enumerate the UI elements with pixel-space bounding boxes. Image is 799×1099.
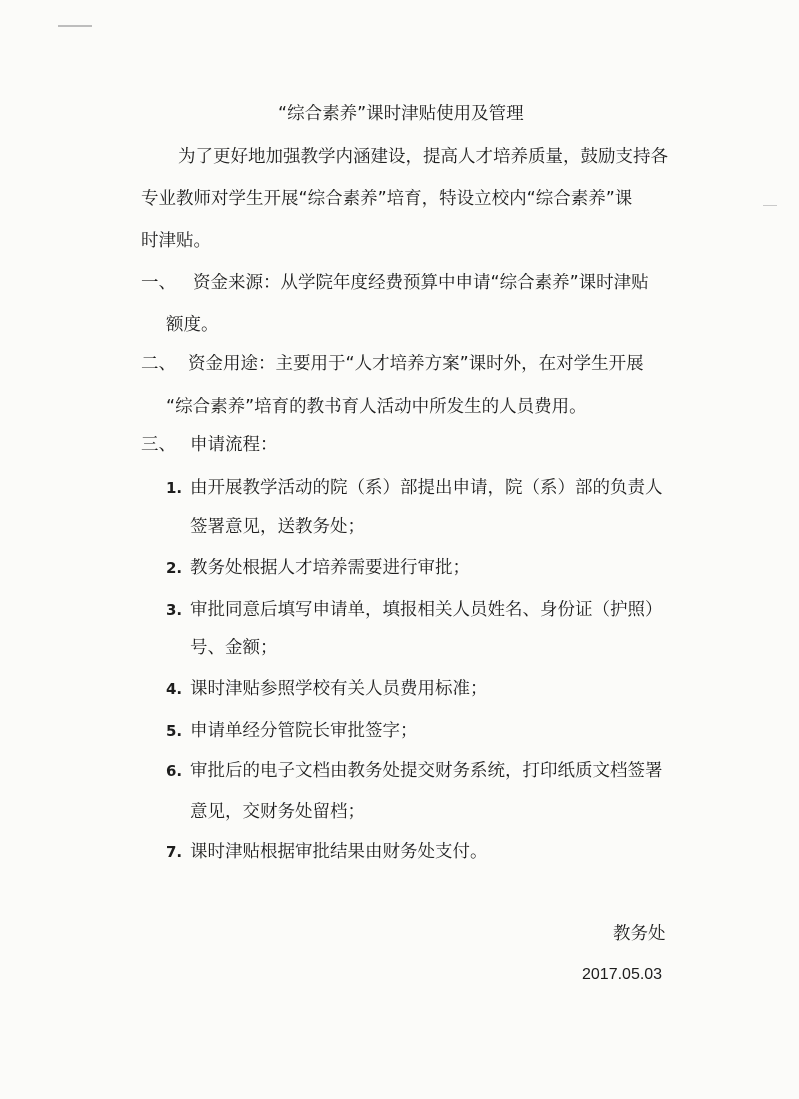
process-item-3-line-2: 号、金额； bbox=[190, 638, 278, 658]
process-item-2-line-1: 教务处根据人才培养需要进行审批； bbox=[190, 558, 470, 578]
process-item-5-number: 5. bbox=[166, 722, 183, 740]
process-item-4-line-1: 课时津贴参照学校有关人员费用标准； bbox=[190, 679, 488, 699]
section-1-number: 一、 bbox=[141, 273, 176, 293]
process-item-5-line-1: 申请单经分管院长审批签字； bbox=[190, 721, 418, 741]
intro-line-3: 时津贴。 bbox=[141, 231, 211, 251]
issuer-signature: 教务处 bbox=[613, 924, 666, 944]
process-item-7-line-1: 课时津贴根据审批结果由财务处支付。 bbox=[190, 842, 488, 862]
scan-artifact bbox=[58, 25, 92, 27]
process-item-6-line-1: 审批后的电子文档由教务处提交财务系统，打印纸质文档签署 bbox=[190, 761, 663, 781]
section-1-line-2: 额度。 bbox=[166, 315, 219, 335]
scan-artifact bbox=[763, 205, 777, 206]
process-item-1-number: 1. bbox=[166, 479, 183, 497]
intro-line-1: 为了更好地加强教学内涵建设，提高人才培养质量，鼓励支持各 bbox=[178, 147, 668, 167]
document-title: “综合素养”课时津贴使用及管理 bbox=[278, 104, 524, 124]
section-3-line-1: 申请流程： bbox=[190, 435, 278, 455]
section-2-line-1: 资金用途：主要用于“人才培养方案”课时外，在对学生开展 bbox=[188, 354, 644, 374]
section-2-line-2: “综合素养”培育的教书育人活动中所发生的人员费用。 bbox=[166, 397, 587, 417]
process-item-3-number: 3. bbox=[166, 601, 183, 619]
process-item-1-line-1: 由开展教学活动的院（系）部提出申请，院（系）部的负责人 bbox=[190, 478, 663, 498]
process-item-3-line-1: 审批同意后填写申请单，填报相关人员姓名、身份证（护照） bbox=[190, 600, 663, 620]
section-3-number: 三、 bbox=[141, 435, 176, 455]
intro-line-2: 专业教师对学生开展“综合素养”培育，特设立校内“综合素养”课 bbox=[141, 189, 633, 209]
process-item-6-number: 6. bbox=[166, 762, 183, 780]
section-1-line-1: 资金来源：从学院年度经费预算中申请“综合素养”课时津贴 bbox=[193, 273, 649, 293]
process-item-6-line-2: 意见，交财务处留档； bbox=[190, 802, 365, 822]
process-item-1-line-2: 签署意见，送教务处； bbox=[190, 517, 365, 537]
section-2-number: 二、 bbox=[141, 354, 176, 374]
process-item-2-number: 2. bbox=[166, 559, 183, 577]
process-item-4-number: 4. bbox=[166, 680, 183, 698]
issue-date: 2017.05.03 bbox=[582, 966, 663, 983]
process-item-7-number: 7. bbox=[166, 843, 183, 861]
